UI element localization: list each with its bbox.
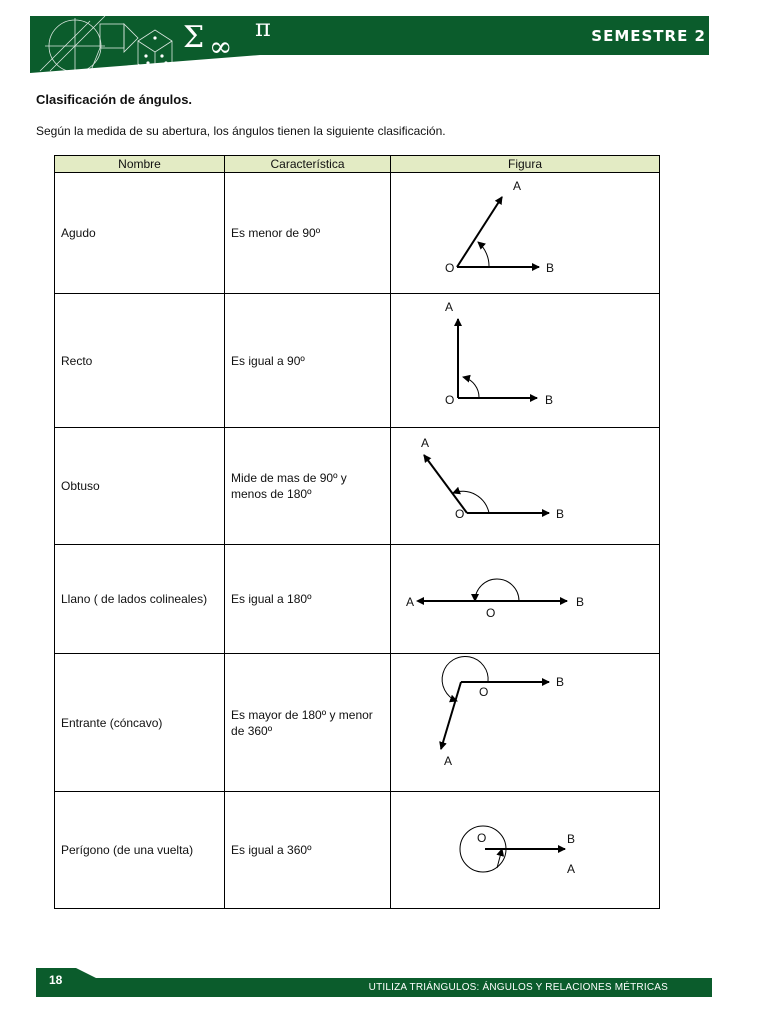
label-o: O [444,261,455,275]
table-header-row [55,156,660,173]
label-a: A [512,179,521,193]
table-row [55,294,660,428]
label-o: O [454,507,465,521]
label-b: B [555,507,564,521]
section-intro: Según la medida de su abertura, los ángulos tienen la siguiente clasificación. [36,124,446,138]
reflex-angle-figure [391,654,659,791]
label-a: A [443,754,452,768]
label-o: O [476,831,487,845]
obtuse-angle-figure [391,428,659,544]
label-b: B [545,261,554,275]
angle-classification-table [54,155,660,909]
label-a: A [420,436,429,450]
row-name: Recto [55,294,225,428]
infinity-symbol: ∞ [209,30,233,63]
header-nombre: Nombre [55,156,225,173]
acute-angle-figure [391,173,659,293]
header-figura: Figura [390,156,659,173]
table-row [55,654,660,792]
section-title: Clasificación de ángulos. [36,92,193,107]
row-name: Perígono (de una vuelta) [55,792,225,909]
table-row [55,428,660,545]
label-b: B [566,832,575,846]
label-b: B [555,675,564,689]
label-o: O [444,393,455,407]
row-desc-text: Es mayor de 180º y menor de 360º [231,707,373,738]
table-row [55,792,660,909]
row-desc-text: Mide de mas de 90º y menos de 180º [231,471,347,501]
sigma-symbol: Σ [183,20,205,55]
table-row [55,545,660,654]
row-name: Agudo [55,173,225,294]
page-number: 18 [49,973,63,987]
label-a: A [405,595,414,609]
row-figure [390,173,659,294]
row-desc [225,428,391,545]
row-desc: Es igual a 90º [225,294,391,428]
semester-label: SEMESTRE 2 [591,27,706,45]
table-row [55,173,660,294]
footer-title: UTILIZA TRIÁNGULOS: ÁNGULOS Y RELACIONES MÉTRICAS [368,982,668,993]
header-caracteristica: Característica [225,156,391,173]
row-desc: Es menor de 90º [225,173,391,294]
row-name: Llano ( de lados colineales) [55,545,225,654]
row-figure [390,792,659,909]
row-figure [390,545,659,654]
row-figure [390,654,659,792]
label-o: O [478,685,489,699]
row-name: Obtuso [55,428,225,545]
label-o: O [485,606,496,620]
row-desc: Es igual a 180º [225,545,391,654]
row-figure [390,428,659,545]
label-a: A [566,862,575,876]
row-name: Entrante (cóncavo) [55,654,225,792]
row-desc [225,654,391,792]
label-a: A [444,300,453,314]
footer-tab-slope [76,968,96,978]
straight-angle-figure [391,545,659,653]
label-b: B [544,393,553,407]
row-desc: Es igual a 360º [225,792,391,909]
header-geometry-art [30,16,290,73]
label-b: B [575,595,584,609]
row-figure [390,294,659,428]
pi-symbol: π [255,14,271,42]
full-angle-figure [391,792,659,908]
right-angle-figure [391,294,659,427]
